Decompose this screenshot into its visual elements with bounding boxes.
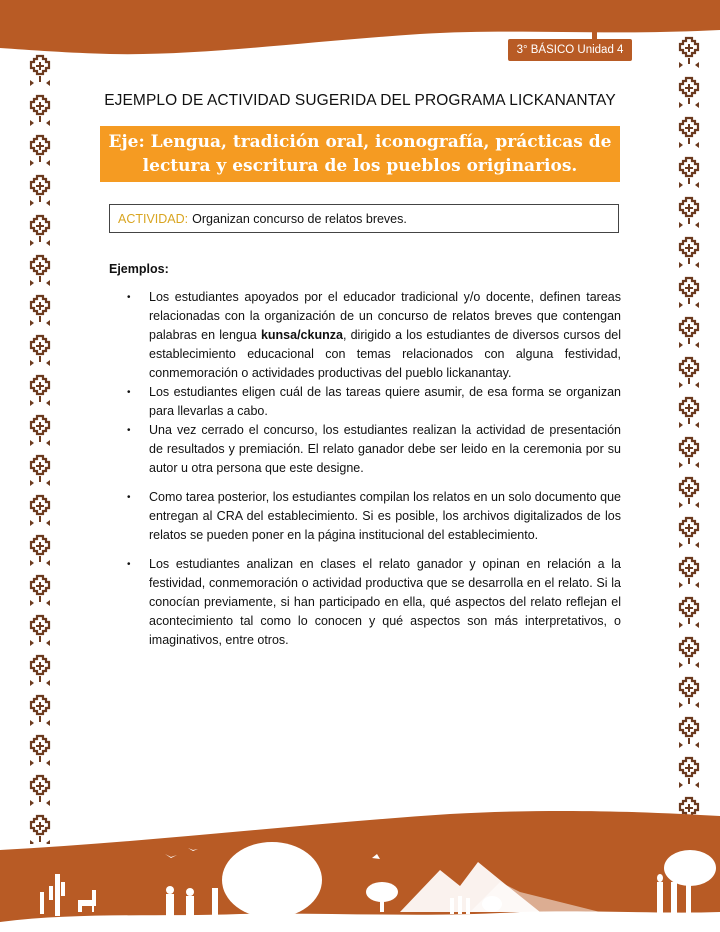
desert-landscape-silhouette: [0, 762, 720, 932]
list-item: [127, 288, 621, 383]
bold-term: kunsa/ckunza: [260, 328, 343, 342]
list-item: [127, 555, 621, 650]
bullet-icon: •: [127, 387, 131, 398]
page-title: EJEMPLO DE ACTIVIDAD SUGERIDA DEL PROGRAMA LICKANANTAY: [104, 92, 616, 109]
list-item-text: Una vez cerrado el concurso, los estudiantes realizan la actividad de presentación de resultados y premiación. El relato ganador debe ser leido en la ceremonia por su autor u otra persona que este designe.: [149, 423, 621, 475]
bullet-icon: •: [127, 425, 131, 436]
list-item-text: Los estudiantes eligen cuál de las tareas quiere asumir, de esa forma se organizan para llevarlas a cabo.: [149, 385, 621, 418]
list-item-text: Como tarea posterior, los estudiantes compilan los relatos en un solo documento que entregan al CRA del establecimiento. Si es posible, los archivos digitalizados de los relatos se pueden poner en la página institucional del establecimiento.: [149, 490, 621, 542]
list-item: [127, 488, 621, 545]
activity-box: [109, 204, 619, 233]
activity-text: Organizan concurso de relatos breves.: [192, 211, 407, 226]
list-item: [127, 421, 621, 478]
activity-label: ACTIVIDAD:: [118, 211, 189, 226]
andean-diamond-pattern-icon: [678, 36, 700, 826]
eje-line-1: Eje: Lengua, tradición oral, iconografía, prácticas de: [108, 132, 612, 152]
examples-heading: Ejemplos:: [109, 262, 169, 276]
examples-list: [127, 288, 621, 650]
list-item-text: Los estudiantes apoyados por el educador tradicional y/o docente, definen tareas relacionadas con la organización de un concurso de relatos breves que contengan palabras en lengua kunsa/ckunza, dirigido a los estudiantes de diversos cursos del establecimiento educacional con temas relacionados con alguna festividad, conmemoración o actividades productivas del pueblo lickanantay.: [149, 290, 622, 380]
bullet-icon: •: [127, 292, 131, 303]
list-item: [127, 383, 621, 421]
list-item-text: Los estudiantes analizan en clases el relato ganador y opinan en relación a la festividad, conmemoración o actividad productiva que se desarrolla en el relato. Si la conocían previamente, si han participado en ella, qué aspectos del relato reflejan el acontecimiento tal como lo conocen y qué aspectos son más interpretativos, o imaginativos, entre otros.: [149, 557, 621, 647]
bullet-icon: •: [127, 492, 131, 503]
eje-heading-box: [100, 126, 620, 182]
andean-diamond-pattern-icon: [29, 54, 51, 844]
eje-line-2: lectura y escritura de los pueblos originarios.: [142, 156, 578, 176]
bullet-icon: •: [127, 559, 131, 570]
unit-badge: 3° BÁSICO Unidad 4: [508, 39, 632, 61]
